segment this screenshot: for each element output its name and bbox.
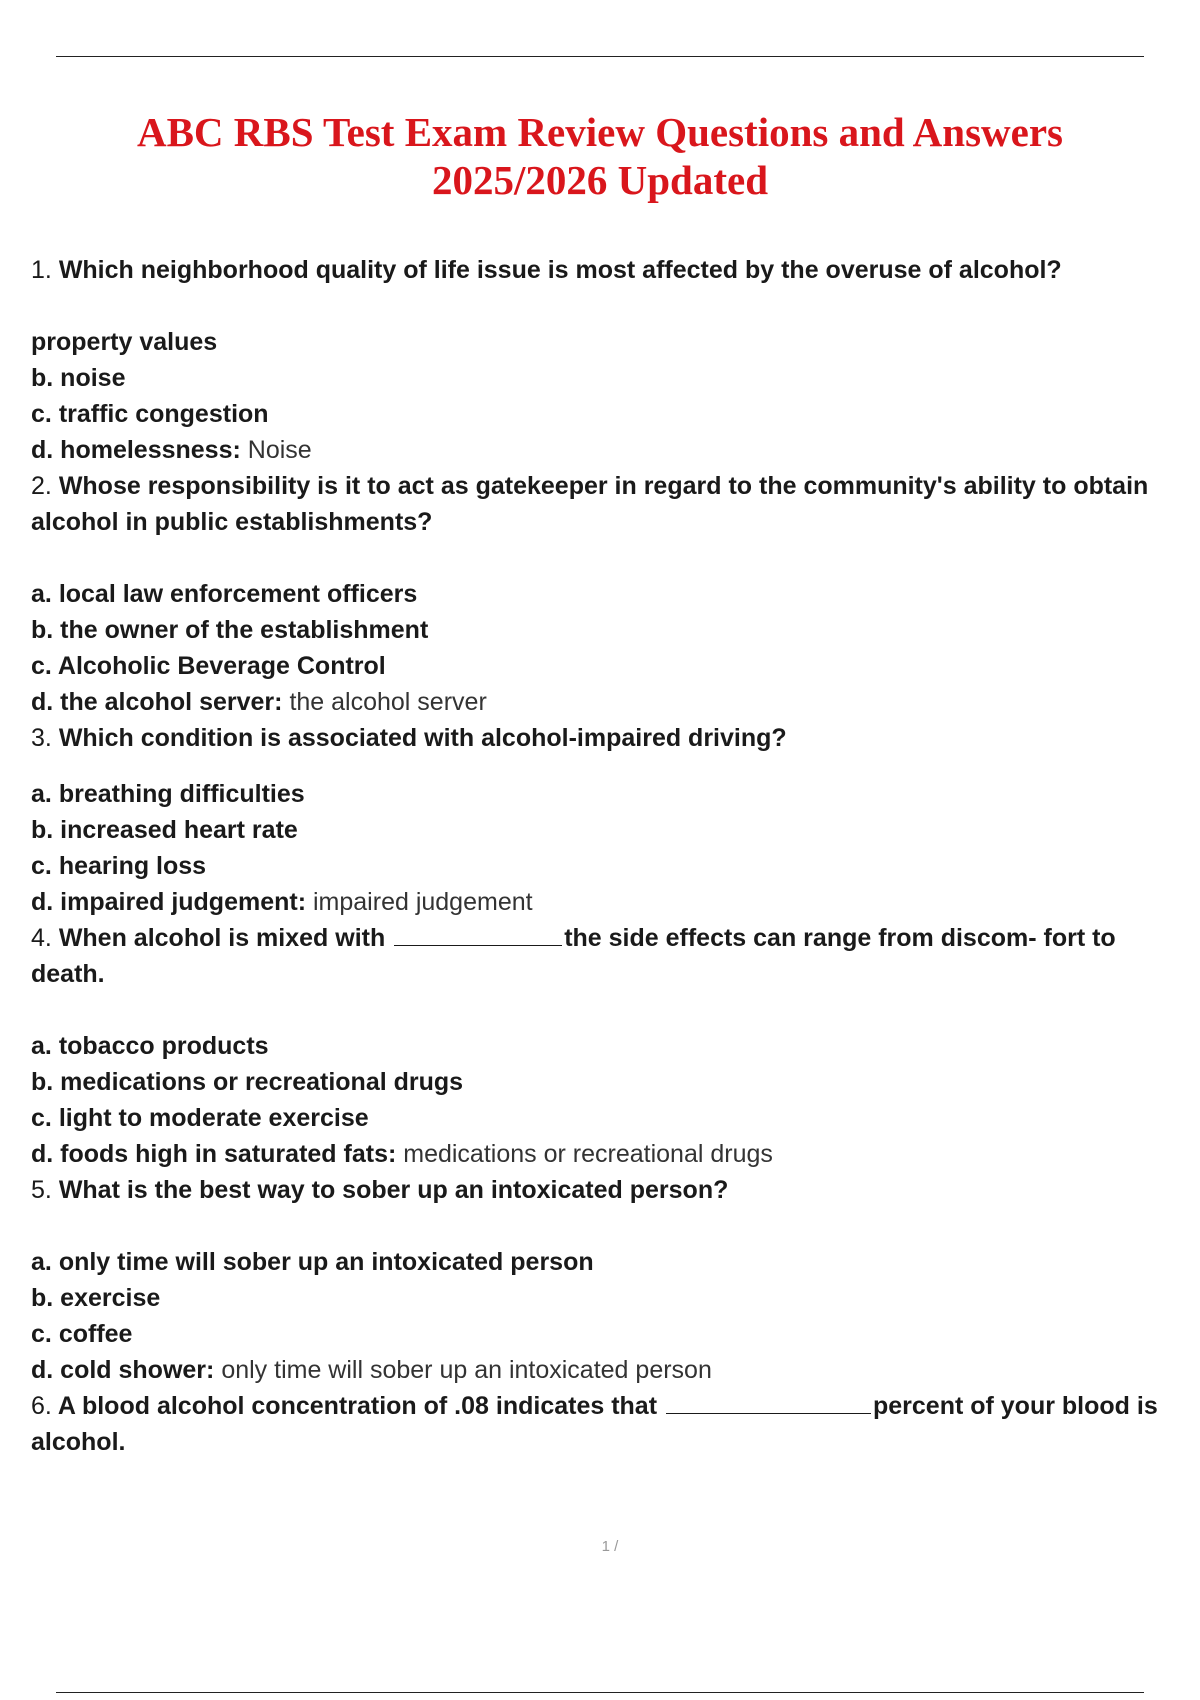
- option-text: foods high in saturated fats:: [60, 1140, 397, 1168]
- option-text: impaired judgement:: [60, 888, 307, 916]
- spacer: [31, 540, 1191, 576]
- question-text-after: the side effects can range from discom- fort to death.: [31, 924, 1116, 988]
- question-text: Which condition is associated with alcohol-impaired driving?: [58, 724, 787, 752]
- option-text: the owner of the establishment: [60, 616, 429, 644]
- option-text: the alcohol server:: [60, 688, 283, 716]
- question-number: 2.: [31, 472, 52, 500]
- option-d: d. cold shower: only time will sober up an intoxicated person: [31, 1356, 712, 1384]
- option-b: b. increased heart rate: [31, 816, 298, 844]
- option-text: homelessness:: [60, 436, 241, 464]
- option-text: medications or recreational drugs: [60, 1068, 464, 1096]
- question-text: What is the best way to sober up an intoxicated person?: [58, 1176, 729, 1204]
- option-text: cold shower:: [60, 1356, 215, 1384]
- question-text-before: When alcohol is mixed with: [58, 924, 386, 952]
- title-line-1: ABC RBS Test Exam Review Questions and Answers: [136, 109, 1064, 155]
- question-6: [31, 1388, 1191, 1460]
- question-text: Which neighborhood quality of life issue is most affected by the overuse of alcohol?: [58, 256, 1062, 284]
- top-rule: [56, 56, 1144, 57]
- option-a: [31, 324, 1191, 360]
- option-c: c. light to moderate exercise: [31, 1104, 369, 1132]
- option-c: c. hearing loss: [31, 852, 207, 880]
- option-b: b. exercise: [31, 1284, 161, 1312]
- option-a: a. tobacco products: [31, 1032, 269, 1060]
- bottom-rule: [56, 1692, 1144, 1693]
- option-c: c. traffic congestion: [31, 400, 269, 428]
- question-list: [31, 252, 1191, 1460]
- option-text: increased heart rate: [60, 816, 298, 844]
- option-d: d. homelessness: Noise: [31, 436, 312, 464]
- option-a: a. only time will sober up an intoxicated person: [31, 1248, 594, 1276]
- spacer: [31, 756, 1191, 776]
- option-text: hearing loss: [58, 852, 207, 880]
- question-3: [31, 720, 1191, 756]
- option-d: d. foods high in saturated fats: medications or recreational drugs: [31, 1140, 773, 1168]
- spacer: [31, 992, 1191, 1028]
- question-number: 3.: [31, 724, 52, 752]
- option-d: d. the alcohol server: the alcohol server: [31, 688, 487, 716]
- spacer: [31, 1208, 1191, 1244]
- option-a: a. breathing difficulties: [31, 780, 305, 808]
- question-2: [31, 468, 1191, 540]
- option-text: exercise: [60, 1284, 161, 1312]
- option-a: a. local law enforcement officers: [31, 580, 418, 608]
- option-text: Alcoholic Beverage Control: [57, 652, 386, 680]
- question-number: 4.: [31, 924, 52, 952]
- question-1: [31, 252, 1191, 288]
- page-number: 1 /: [601, 1538, 619, 1555]
- question-text: Whose responsibility is it to act as gatekeeper in regard to the community's ability to obtain alcohol in public establishments?: [31, 472, 1149, 536]
- option-c: c. Alcoholic Beverage Control: [31, 652, 386, 680]
- fill-in-blank: [394, 923, 562, 946]
- answer-text: Noise: [247, 436, 312, 464]
- fill-in-blank: [666, 1391, 871, 1414]
- answer-text: the alcohol server: [289, 688, 487, 716]
- answer-text: impaired judgement: [313, 888, 533, 916]
- spacer: [31, 288, 1191, 324]
- option-text: traffic congestion: [58, 400, 269, 428]
- answer-text: only time will sober up an intoxicated person: [221, 1356, 712, 1384]
- option-b: b. medications or recreational drugs: [31, 1068, 464, 1096]
- document-title: [60, 108, 1140, 204]
- question-number: 5.: [31, 1176, 52, 1204]
- title-line-2: 2025/2026 Updated: [431, 157, 768, 203]
- question-5: [31, 1172, 1191, 1208]
- option-text: only time will sober up an intoxicated person: [58, 1248, 594, 1276]
- option-c: c. coffee: [31, 1320, 133, 1348]
- option-text: coffee: [58, 1320, 133, 1348]
- option-text: tobacco products: [58, 1032, 269, 1060]
- question-text-after: percent of your blood is alcohol.: [31, 1392, 1158, 1456]
- option-text: breathing difficulties: [58, 780, 305, 808]
- answer-text: medications or recreational drugs: [403, 1140, 773, 1168]
- option-d: d. impaired judgement: impaired judgement: [31, 888, 533, 916]
- question-4: [31, 920, 1191, 992]
- question-number: 1.: [31, 256, 52, 284]
- question-number: 6.: [31, 1392, 52, 1420]
- option-b: b. the owner of the establishment: [31, 616, 429, 644]
- option-text: noise: [60, 364, 126, 392]
- option-text: local law enforcement officers: [58, 580, 418, 608]
- option-text: light to moderate exercise: [58, 1104, 369, 1132]
- question-text-before: A blood alcohol concentration of .08 indicates that: [57, 1392, 658, 1420]
- option-b: b. noise: [31, 364, 126, 392]
- option-text: property values: [31, 328, 218, 356]
